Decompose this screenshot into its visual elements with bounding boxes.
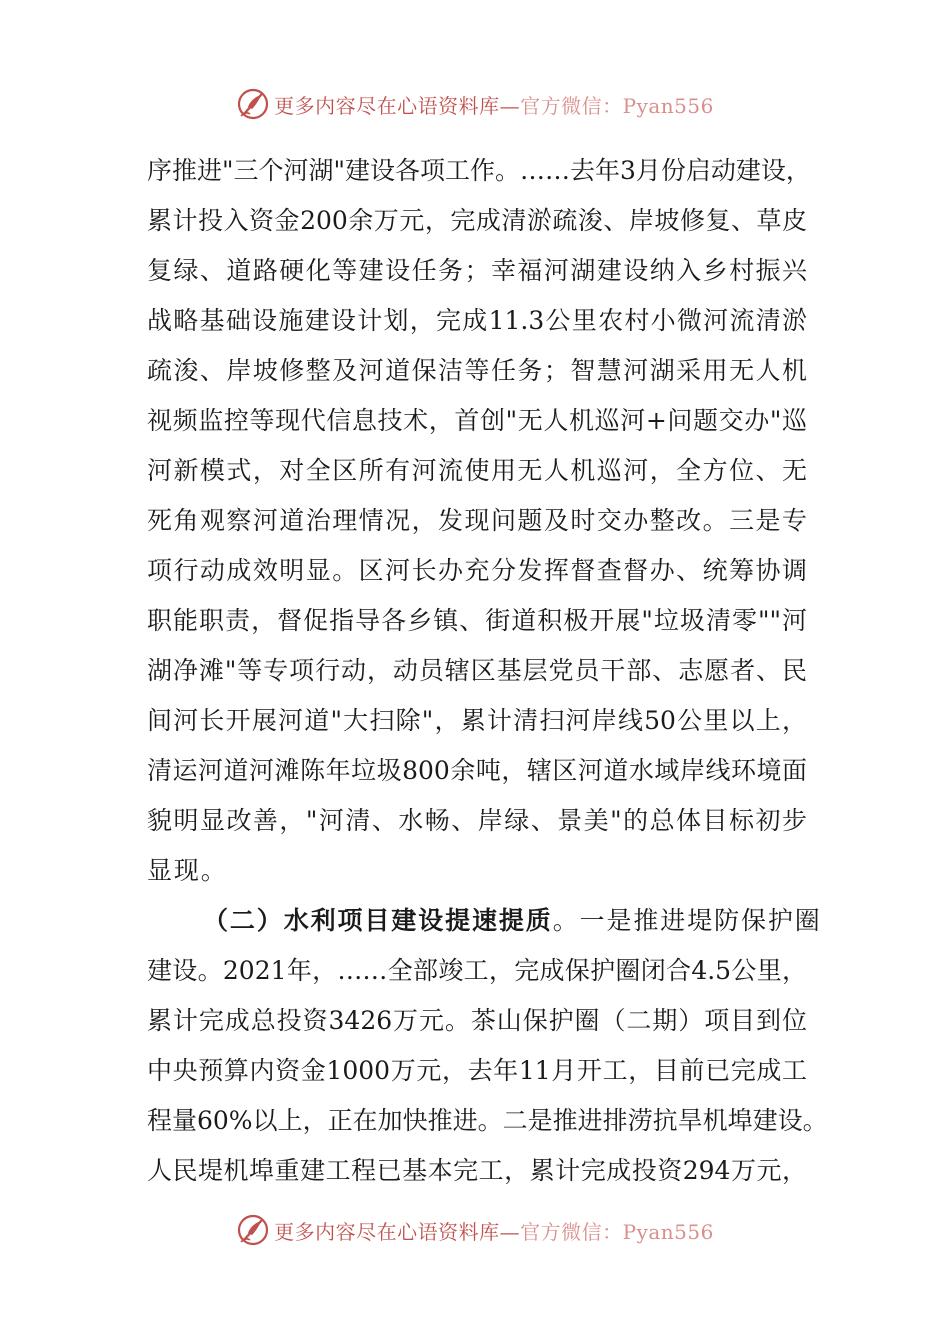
quill-logo-icon — [236, 1213, 270, 1247]
body-line: 湖净滩"等专项行动，动员辖区基层党员干部、志愿者、民 — [147, 656, 807, 685]
section-first-line — [147, 896, 822, 946]
body-line: 复绿、道路硬化等建设任务；幸福河湖建设纳入乡村振兴 — [147, 256, 807, 285]
document-body — [147, 146, 828, 1196]
section-text: 。一是推进堤防保护圈 — [552, 906, 822, 935]
watermark-text: 更多内容尽在心语资料库—官方微信：Pyan556 — [274, 93, 714, 118]
body-line: 视频监控等现代信息技术，首创"无人机巡河+问题交办"巡 — [147, 406, 807, 435]
quill-logo-icon — [236, 87, 270, 121]
body-line: 显现。 — [147, 856, 228, 885]
body-line: 项行动成效明显。区河长办充分发挥督查督办、统筹协调 — [147, 556, 807, 585]
body-line: 貌明显改善，"河清、水畅、岸绿、景美"的总体目标初步 — [147, 806, 807, 835]
body-line: 累计投入资金200余万元，完成清淤疏浚、岸坡修复、草皮 — [147, 206, 807, 235]
body-line: 建设。2021年，……全部竣工，完成保护圈闭合4.5公里， — [147, 956, 807, 985]
header-watermark-banner — [0, 84, 950, 124]
footer-watermark-banner — [0, 1210, 950, 1250]
body-line: 中央预算内资金1000万元，去年11月开工，目前已完成工 — [147, 1056, 807, 1085]
body-line: 序推进"三个河湖"建设各项工作。……去年3月份启动建设， — [147, 156, 811, 185]
body-line: 职能职责，督促指导各乡镇、街道积极开展"垃圾清零""河 — [147, 606, 807, 635]
body-line: 河新模式，对全区所有河流使用无人机巡河，全方位、无 — [147, 456, 807, 485]
body-line: 间河长开展河道"大扫除"，累计清扫河岸线50公里以上， — [147, 706, 807, 735]
watermark-text: 更多内容尽在心语资料库—官方微信：Pyan556 — [274, 1219, 714, 1244]
section-heading: （二）水利项目建设提速提质 — [203, 906, 553, 935]
body-line: 战略基础设施建设计划，完成11.3公里农村小微河流清淤 — [147, 306, 807, 335]
body-line: 人民堤机埠重建工程已基本完工，累计完成投资294万元， — [147, 1156, 807, 1185]
body-line: 疏浚、岸坡修整及河道保洁等任务；智慧河湖采用无人机 — [147, 356, 807, 385]
body-line: 死角观察河道治理情况，发现问题及时交办整改。三是专 — [147, 506, 807, 535]
body-line: 程量60%以上，正在加快推进。二是推进排涝抗旱机埠建设。 — [147, 1106, 828, 1135]
body-line: 清运河道河滩陈年垃圾800余吨，辖区河道水域岸线环境面 — [147, 756, 807, 785]
body-line: 累计完成总投资3426万元。茶山保护圈（二期）项目到位 — [147, 1006, 807, 1035]
